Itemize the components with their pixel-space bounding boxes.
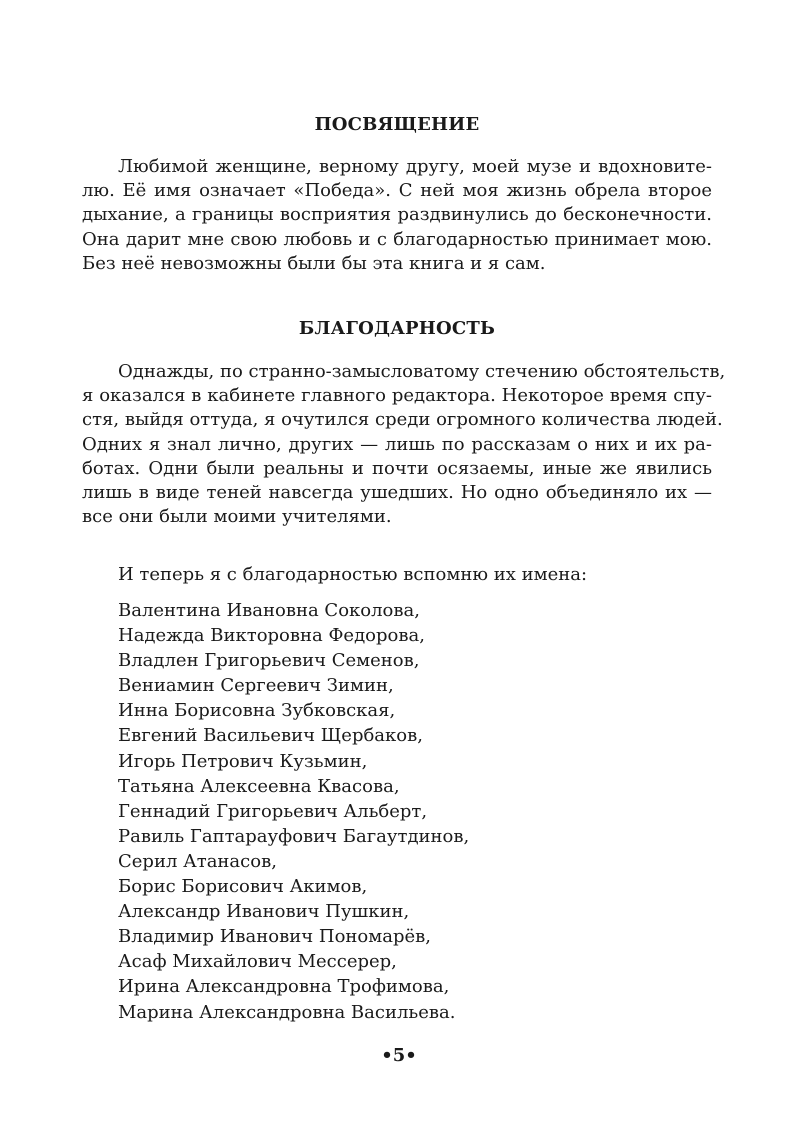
name-item: Инна Борисовна Зубковская,: [118, 700, 396, 722]
name-item: Татьяна Алексеевна Квасова,: [118, 775, 400, 797]
thanks-heading: БЛАГОДАРНОСТЬ: [298, 318, 496, 339]
name-item: Ирина Александровна Трофимова,: [118, 976, 450, 998]
dedication-line: Любимой женщине, верному другу, моей музе и вдохновите-: [118, 156, 712, 177]
name-item: Борис Борисович Акимов,: [118, 876, 368, 898]
thanks-line: стя, выйдя оттуда, я очутился среди огромного количества людей.: [82, 409, 723, 431]
name-item: Вениамин Сергеевич Зимин,: [118, 675, 394, 697]
name-item: Серил Атанасов,: [118, 850, 277, 872]
name-item: Равиль Гаптарауфович Багаутдинов,: [118, 825, 470, 847]
name-item: Владимир Иванович Пономарёв,: [118, 926, 431, 948]
dedication-line: Она дарит мне свою любовь и с благодарностью принимает мою.: [82, 228, 712, 250]
dedication-line: лю. Её имя означает «Победа». С ней моя жизнь обрела второе: [82, 180, 712, 202]
thanks-line: я оказался в кабинете главного редактора. Некоторое время спу-: [82, 385, 712, 407]
name-item: Валентина Ивановна Соколова,: [118, 600, 420, 621]
thanks-line: Одних я знал лично, других — лишь по рассказам о них и их ра-: [82, 433, 712, 455]
name-item: Надежда Викторовна Федорова,: [118, 625, 425, 647]
thanks-line: Однажды, по странно-замысловатому стечению обстоятельств,: [118, 361, 726, 382]
thanks-paragraph: [82, 360, 726, 529]
thanks-line: все они были моими учителями.: [82, 506, 392, 528]
name-item: Александр Иванович Пушкин,: [118, 901, 410, 923]
dedication-heading: ПОСВЯЩЕНИЕ: [314, 114, 480, 135]
names-list: [118, 598, 469, 1025]
name-item: Владлен Григорьевич Семенов,: [118, 650, 420, 672]
name-item: Марина Александровна Васильева.: [118, 1001, 456, 1023]
dedication-paragraph: [82, 155, 712, 276]
names-intro: И теперь я с благодарностью вспомню их имена:: [118, 564, 588, 585]
name-item: Игорь Петрович Кузьмин,: [118, 750, 368, 772]
name-item: Асаф Михайлович Мессерер,: [118, 951, 397, 973]
page-number: •5•: [381, 1045, 417, 1066]
book-page: [82, 0, 726, 1123]
thanks-line: лишь в виде теней навсегда ушедших. Но одно объединяло их —: [82, 482, 712, 504]
dedication-line: дыхание, а границы восприятия раздвинулись до бесконечности.: [82, 204, 712, 226]
thanks-line: ботах. Одни были реальны и почти осязаемы, иные же явились: [82, 457, 712, 479]
dedication-line: Без неё невозможны были бы эта книга и я сам.: [82, 252, 546, 274]
name-item: Геннадий Григорьевич Альберт,: [118, 800, 428, 822]
name-item: Евгений Васильевич Щербаков,: [118, 725, 423, 747]
